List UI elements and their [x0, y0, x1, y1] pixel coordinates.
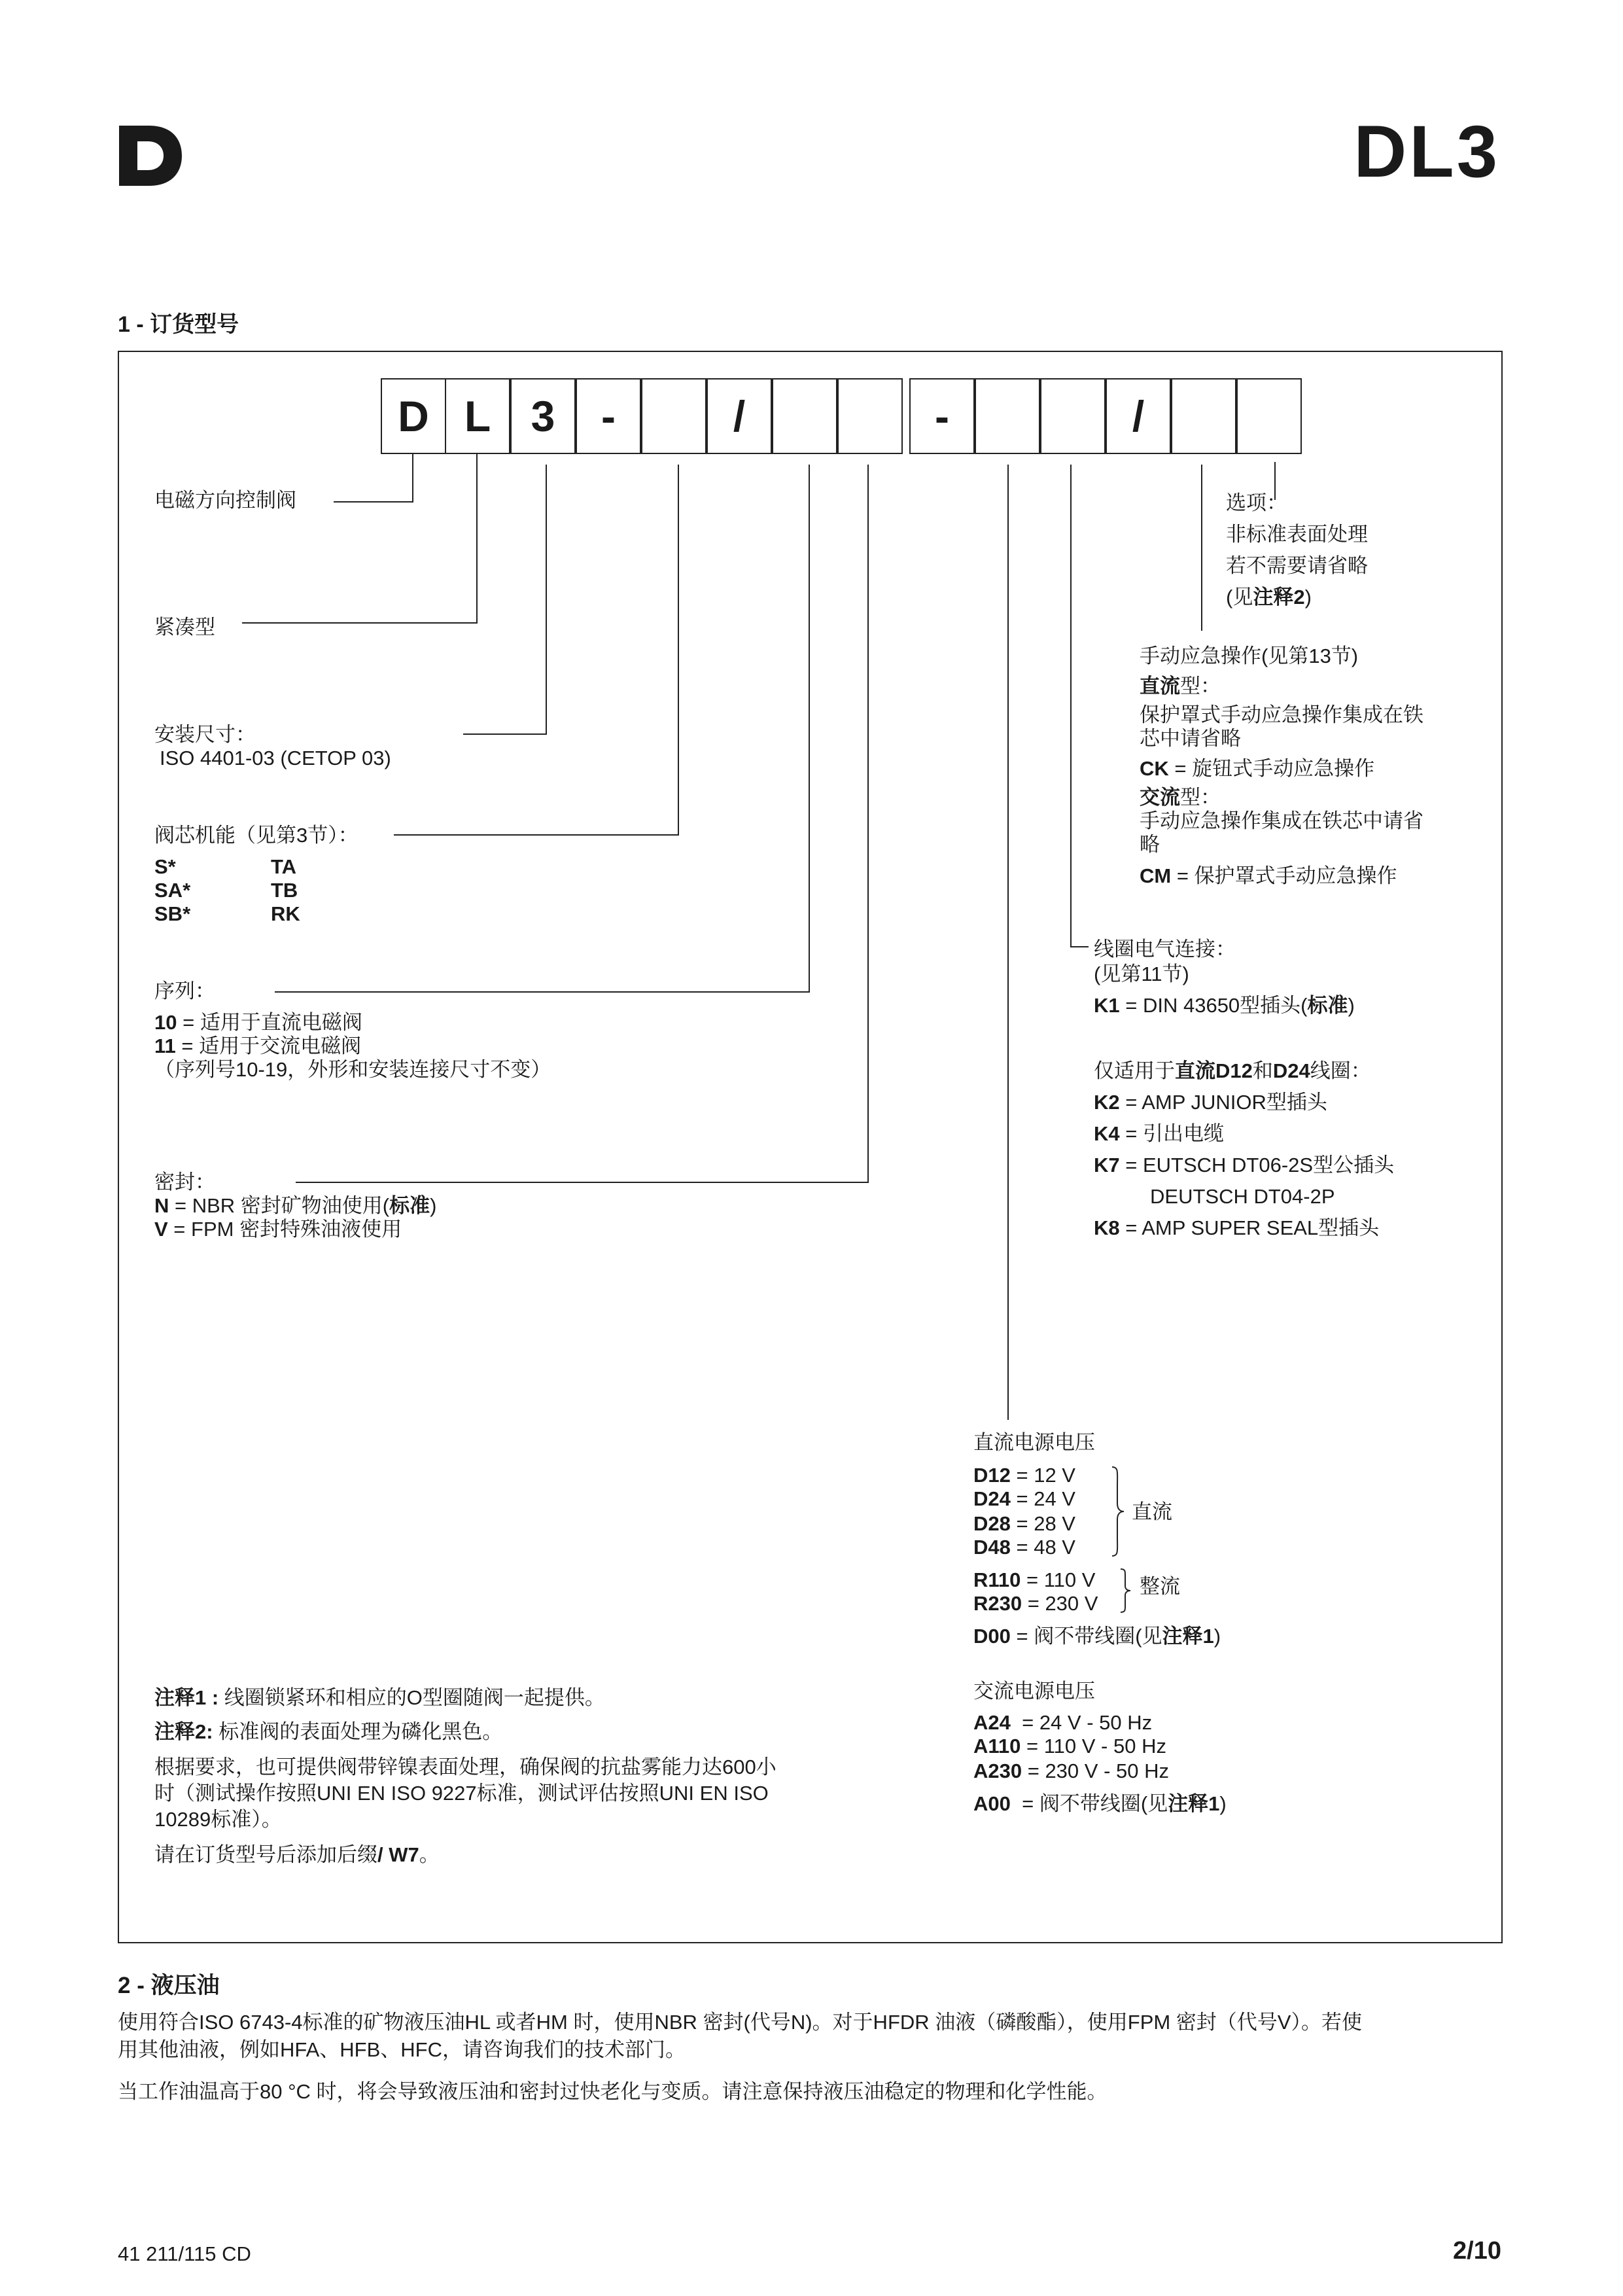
- coil-k2: K2 = AMP JUNIOR型插头: [1094, 1091, 1327, 1114]
- coil-title: 线圈电气连接：: [1094, 938, 1236, 961]
- coil-only-note: 仅适用于直流D12和D24线圈：: [1094, 1059, 1371, 1082]
- label-mount-value: ISO 4401-03 (CETOP 03): [160, 747, 391, 769]
- code-cell: /: [707, 378, 772, 454]
- rectified-brace-label: 整流: [1140, 1575, 1180, 1598]
- page-header-model: DL3: [1353, 111, 1500, 192]
- spool-code: SA*: [154, 879, 191, 902]
- coil-k7: K7 = EUTSCH DT06-2S型公插头: [1094, 1154, 1395, 1176]
- manual-ac-line: 手动应急操作集成在铁芯中请省: [1140, 809, 1423, 832]
- a00-item: A00 = 阀不带线圈(见注释1): [973, 1792, 1227, 1815]
- note-3-line: 时（测试操作按照UNI EN ISO 9227标准，测试评估按照UNI EN ISO: [154, 1782, 769, 1805]
- options-line: (见注释2): [1226, 586, 1312, 609]
- label-seal-title: 密封：: [154, 1171, 215, 1193]
- note-3-line: 10289标准）。: [154, 1808, 282, 1831]
- series-11: 11 = 适用于交流电磁阀: [154, 1034, 362, 1057]
- section2-paragraph: 当工作油温高于80 °C 时，将会导致液压油和密封过快老化与变质。请注意保持液压油稳定的物理和化学性能。: [118, 2080, 1108, 2103]
- note-3-line: 根据要求，也可提供阀带锌镍表面处理，确保阀的抗盐雾能力达600小: [154, 1756, 777, 1778]
- footer-doc-number: 41 211/115 CD: [118, 2242, 251, 2265]
- code-cell: /: [1106, 378, 1171, 454]
- code-cell: [837, 378, 903, 454]
- ac-voltage-item: A110 = 110 V - 50 Hz: [973, 1735, 1166, 1757]
- manual-dc-line: 保护罩式手动应急操作集成在铁: [1140, 703, 1423, 726]
- logo-d-icon: [118, 124, 183, 187]
- rectified-voltage-item: R110 = 110 V: [973, 1568, 1096, 1591]
- rectified-brace-icon: [1119, 1568, 1132, 1614]
- note-2: 注释2: 标准阀的表面处理为磷化黑色。: [154, 1720, 503, 1743]
- series-10: 10 = 适用于直流电磁阀: [154, 1011, 362, 1034]
- code-cell: L: [445, 378, 510, 454]
- ac-voltage-item: A24 = 24 V - 50 Hz: [973, 1711, 1153, 1734]
- manual-dc-type: 直流型：: [1140, 675, 1221, 698]
- manual-override-title: 手动应急操作(见第13节): [1140, 645, 1359, 667]
- label-compact: 紧凑型: [154, 616, 215, 639]
- dc-voltage-title: 直流电源电压: [973, 1431, 1095, 1454]
- d00-item: D00 = 阀不带线圈(见注释1): [973, 1625, 1221, 1648]
- note-4: 请在订货型号后添加后缀/ W7。: [154, 1843, 440, 1866]
- label-series-title: 序列：: [154, 980, 215, 1002]
- options-line: 非标准表面处理: [1226, 523, 1368, 546]
- manual-cm: CM = 保护罩式手动应急操作: [1140, 864, 1397, 887]
- coil-k4: K4 = 引出电缆: [1094, 1122, 1224, 1145]
- note-1: 注释1 : 线圈锁紧环和相应的O型圈随阀一起提供。: [154, 1686, 605, 1709]
- rectified-voltage-item: R230 = 230 V: [973, 1592, 1098, 1615]
- label-solenoid-valve: 电磁方向控制阀: [154, 489, 296, 512]
- spool-code: RK: [271, 902, 300, 925]
- series-note: （序列号10-19，外形和安装连接尺寸不变）: [154, 1058, 551, 1081]
- spool-code: TB: [271, 879, 298, 902]
- spool-code: SB*: [154, 902, 191, 925]
- dc-brace-label: 直流: [1132, 1500, 1172, 1523]
- seal-n: N = NBR 密封矿物油使用(标准): [154, 1194, 437, 1217]
- section2-title: 2 - 液压油: [118, 1973, 220, 1998]
- code-cell: -: [576, 378, 641, 454]
- code-cell: [1171, 378, 1236, 454]
- dc-voltage-item: D48 = 48 V: [973, 1536, 1075, 1559]
- section1-title: 1 - 订货型号: [118, 312, 239, 337]
- code-cell: 3: [510, 378, 576, 454]
- dc-voltage-item: D28 = 28 V: [973, 1512, 1075, 1535]
- coil-k1: K1 = DIN 43650型插头(标准): [1094, 994, 1355, 1017]
- label-spool-title: 阀芯机能（见第3节）：: [154, 824, 358, 847]
- manual-dc-line: 芯中请省略: [1140, 727, 1241, 750]
- dc-voltage-item: D24 = 24 V: [973, 1487, 1075, 1510]
- manual-ac-line: 略: [1140, 833, 1160, 856]
- spool-code: TA: [271, 855, 297, 878]
- code-cell: -: [909, 378, 975, 454]
- ac-voltage-title: 交流电源电压: [973, 1680, 1095, 1703]
- spool-code: S*: [154, 855, 176, 878]
- code-cell: [772, 378, 837, 454]
- manual-ac-type: 交流型：: [1140, 786, 1221, 809]
- brand-logo: [118, 124, 183, 187]
- footer-page-number: 2/10: [1453, 2237, 1501, 2265]
- coil-k7-alt: DEUTSCH DT04-2P: [1150, 1185, 1335, 1208]
- code-cell: [641, 378, 707, 454]
- coil-k8: K8 = AMP SUPER SEAL型插头: [1094, 1216, 1380, 1239]
- options-title: 选项：: [1226, 491, 1287, 514]
- section2-paragraph: 使用符合ISO 6743-4标准的矿物液压油HL 或者HM 时，使用NBR 密封(代号N)。对于HFDR 油液（磷酸酯），使用FPM 密封（代号V）。若使: [118, 2011, 1362, 2034]
- label-mount-title: 安装尺寸：: [154, 723, 256, 746]
- code-cell: [975, 378, 1040, 454]
- manual-ck: CK = 旋钮式手动应急操作: [1140, 757, 1375, 780]
- code-cell: [1236, 378, 1302, 454]
- section2-paragraph: 用其他油液，例如HFA、HFB、HFC，请咨询我们的技术部门。: [118, 2038, 686, 2061]
- code-cell: D: [381, 378, 446, 454]
- dc-brace-icon: [1109, 1466, 1125, 1557]
- ac-voltage-item: A230 = 230 V - 50 Hz: [973, 1759, 1169, 1782]
- options-line: 若不需要请省略: [1226, 554, 1368, 577]
- code-cell: [1040, 378, 1106, 454]
- coil-see: (见第11节): [1094, 963, 1189, 985]
- seal-v: V = FPM 密封特殊油液使用: [154, 1218, 402, 1241]
- dc-voltage-item: D12 = 12 V: [973, 1464, 1075, 1487]
